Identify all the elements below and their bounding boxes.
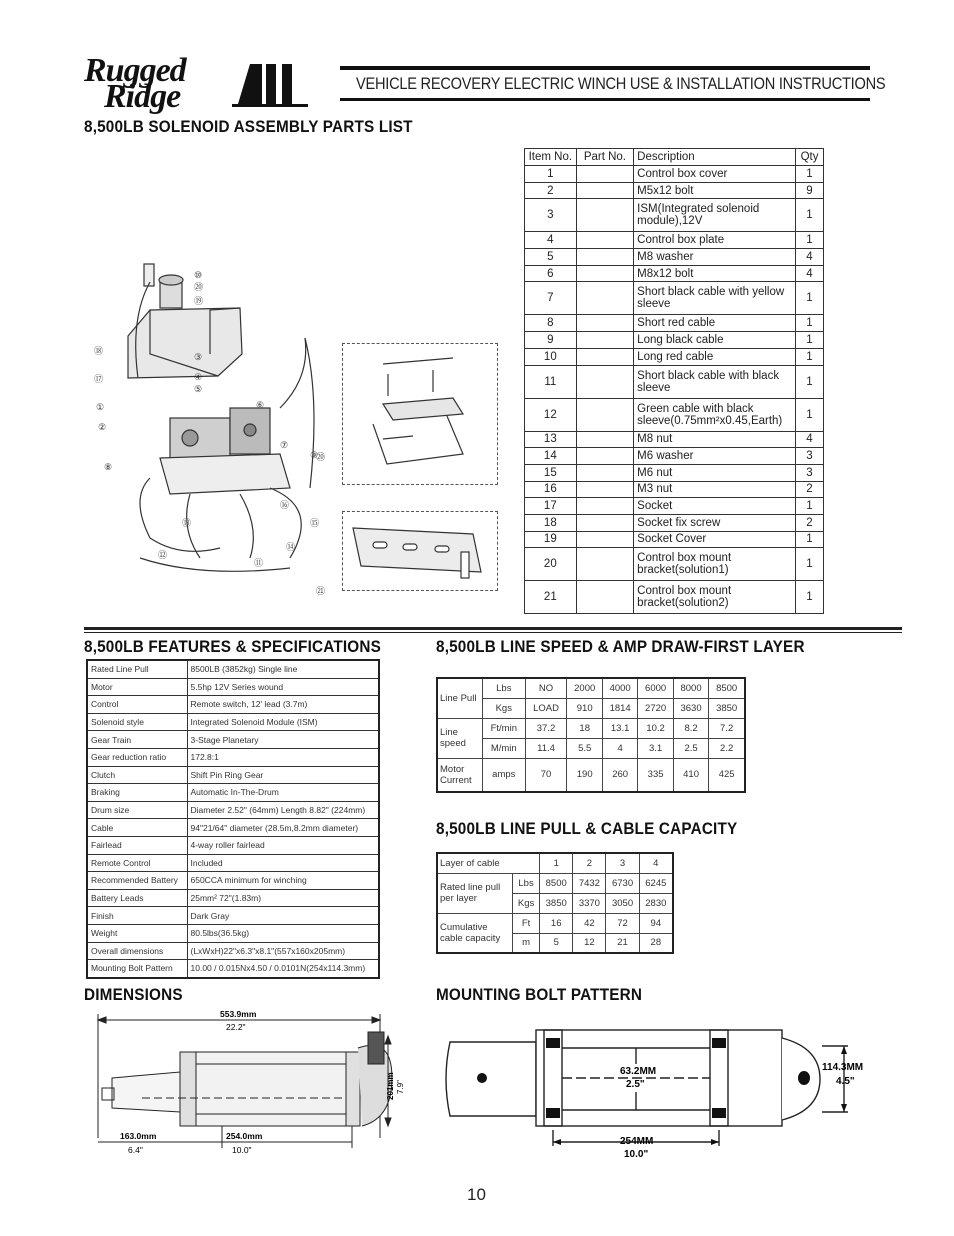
- part-qty: 2: [796, 481, 824, 498]
- speed-unit: Kgs: [483, 698, 526, 718]
- part-item-no: 3: [525, 199, 577, 232]
- speed-value: 190: [567, 758, 602, 792]
- spec-row: [87, 766, 379, 784]
- spec-row: [87, 678, 379, 696]
- callout-12: ⑫: [158, 550, 168, 560]
- dim-mid-mm: 254.0mm: [226, 1131, 263, 1141]
- line-speed-heading: 8,500LB LINE SPEED & AMP DRAW-FIRST LAYER: [436, 637, 805, 656]
- part-item-no: 15: [525, 464, 577, 481]
- speed-value: NO: [525, 678, 567, 698]
- speed-unit: M/min: [483, 738, 526, 758]
- dim-left-in: 6.4": [128, 1145, 143, 1155]
- callout-5: ⑤: [194, 384, 203, 394]
- parts-row: [525, 498, 824, 515]
- part-qty: 1: [796, 166, 824, 183]
- part-number: [576, 182, 634, 199]
- spec-row: [87, 713, 379, 731]
- speed-value: 2.2: [709, 738, 745, 758]
- callout-9: ⑨: [310, 450, 319, 460]
- callout-2: ②: [98, 422, 107, 432]
- col-part-no: Part No.: [576, 149, 634, 166]
- capacity-value: 21: [606, 933, 639, 953]
- part-qty: 1: [796, 498, 824, 515]
- speed-value: 2000: [567, 678, 602, 698]
- part-description: M3 nut: [634, 481, 796, 498]
- mount-inner-mm: 63.2MM: [620, 1066, 657, 1077]
- bracket2-callout: ㉑: [316, 586, 326, 596]
- part-description: Control box cover: [634, 166, 796, 183]
- spec-label: Gear Train: [87, 731, 187, 749]
- speed-value: 1814: [602, 698, 637, 718]
- part-qty: 1: [796, 548, 824, 581]
- capacity-value: 7432: [573, 873, 606, 893]
- speed-group-label: Line Pull: [437, 678, 483, 718]
- speed-value: 70: [525, 758, 567, 792]
- part-item-no: 1: [525, 166, 577, 183]
- speed-group-label: Line speed: [437, 718, 483, 758]
- spec-value: 3-Stage Planetary: [187, 731, 379, 749]
- speed-value: 2.5: [673, 738, 708, 758]
- part-item-no: 7: [525, 282, 577, 315]
- part-number: [576, 498, 634, 515]
- speed-value: 3.1: [638, 738, 673, 758]
- spec-row: [87, 696, 379, 714]
- part-number: [576, 514, 634, 531]
- spec-label: Overall dimensions: [87, 942, 187, 960]
- part-item-no: 17: [525, 498, 577, 515]
- capacity-value: 28: [639, 933, 673, 953]
- speed-group-label: Motor Current: [437, 758, 483, 792]
- part-qty: 1: [796, 531, 824, 548]
- part-item-no: 11: [525, 365, 577, 398]
- spec-label: Weight: [87, 924, 187, 942]
- spec-value: 80.5lbs(36.5kg): [187, 924, 379, 942]
- part-number: [576, 548, 634, 581]
- spec-value: 650CCA minimum for winching: [187, 872, 379, 890]
- speed-value: 6000: [638, 678, 673, 698]
- col-qty: Qty: [796, 149, 824, 166]
- part-description: Socket: [634, 498, 796, 515]
- col-item-no: Item No.: [525, 149, 577, 166]
- parts-row: [525, 166, 824, 183]
- part-description: M5x12 bolt: [634, 182, 796, 199]
- spec-label: Recommended Battery: [87, 872, 187, 890]
- callout-15: ⑮: [310, 518, 320, 528]
- capacity-value: 6730: [606, 873, 639, 893]
- dimensions-heading: DIMENSIONS: [84, 985, 183, 1004]
- spec-value: 172.8:1: [187, 748, 379, 766]
- brand-line1: Rugged: [84, 52, 186, 89]
- part-description: M6 nut: [634, 464, 796, 481]
- spec-value: Automatic In-The-Drum: [187, 784, 379, 802]
- dimensions-drawing: [92, 1008, 412, 1158]
- parts-row: [525, 431, 824, 448]
- capacity-unit: Kgs: [513, 893, 540, 913]
- spec-row: [87, 660, 379, 678]
- dim-overall-mm: 553.9mm: [220, 1009, 257, 1019]
- cable-capacity-heading: 8,500LB LINE PULL & CABLE CAPACITY: [436, 819, 738, 838]
- capacity-row: [437, 913, 673, 933]
- capacity-layer: 4: [639, 853, 673, 873]
- speed-value: 8000: [673, 678, 708, 698]
- header-rule-top: [340, 66, 870, 70]
- parts-row: [525, 332, 824, 349]
- speed-row: [437, 758, 745, 792]
- speed-value: 910: [567, 698, 602, 718]
- mount-height-in: 4.5": [836, 1076, 855, 1087]
- callout-17: ⑰: [94, 374, 104, 384]
- spec-value: Included: [187, 854, 379, 872]
- logo-mark-icon: [232, 58, 322, 108]
- part-number: [576, 398, 634, 431]
- spec-row: [87, 942, 379, 960]
- capacity-value: 72: [606, 913, 639, 933]
- capacity-unit: m: [513, 933, 540, 953]
- part-item-no: 8: [525, 315, 577, 332]
- callout-7: ⑦: [280, 440, 289, 450]
- capacity-layer: 2: [573, 853, 606, 873]
- part-number: [576, 249, 634, 266]
- capacity-value: 6245: [639, 873, 673, 893]
- speed-value: 335: [638, 758, 673, 792]
- part-number: [576, 332, 634, 349]
- speed-row: [437, 698, 745, 718]
- part-item-no: 20: [525, 548, 577, 581]
- speed-row: [437, 718, 745, 738]
- spec-row: [87, 924, 379, 942]
- callout-8: ⑧: [104, 462, 113, 472]
- speed-row: [437, 738, 745, 758]
- part-qty: 1: [796, 199, 824, 232]
- parts-row: [525, 448, 824, 465]
- capacity-layer-row: [437, 853, 673, 873]
- dim-height-in: 7.9": [396, 1080, 405, 1094]
- part-item-no: 21: [525, 581, 577, 614]
- speed-value: 3630: [673, 698, 708, 718]
- part-description: Short black cable with yellow sleeve: [634, 282, 796, 315]
- parts-row: [525, 232, 824, 249]
- parts-row: [525, 581, 824, 614]
- spec-value: Integrated Solenoid Module (ISM): [187, 713, 379, 731]
- speed-unit: Ft/min: [483, 718, 526, 738]
- callout-19: ⑲: [194, 296, 204, 306]
- capacity-group-label: Cumulative cable capacity: [437, 913, 513, 953]
- spec-row: [87, 748, 379, 766]
- speed-unit: amps: [483, 758, 526, 792]
- bracket1-callout: ⑳: [316, 452, 326, 462]
- mounting-heading: MOUNTING BOLT PATTERN: [436, 985, 643, 1004]
- features-table: [86, 659, 380, 979]
- part-qty: 1: [796, 282, 824, 315]
- part-number: [576, 232, 634, 249]
- part-qty: 3: [796, 464, 824, 481]
- capacity-unit: Lbs: [513, 873, 540, 893]
- callout-4: ④: [194, 372, 203, 382]
- part-description: Long red cable: [634, 348, 796, 365]
- part-qty: 1: [796, 581, 824, 614]
- spec-label: Solenoid style: [87, 713, 187, 731]
- part-item-no: 9: [525, 332, 577, 349]
- brand-line2: Ridge: [104, 78, 181, 115]
- part-item-no: 2: [525, 182, 577, 199]
- speed-value: 2720: [638, 698, 673, 718]
- speed-value: 8.2: [673, 718, 708, 738]
- spec-row: [87, 907, 379, 925]
- part-number: [576, 431, 634, 448]
- parts-row: [525, 199, 824, 232]
- spec-row: [87, 854, 379, 872]
- spec-row: [87, 889, 379, 907]
- part-description: M8x12 bolt: [634, 265, 796, 282]
- part-qty: 4: [796, 265, 824, 282]
- spec-label: Control: [87, 696, 187, 714]
- spec-value: 94"21/64" diameter (28.5m,8.2mm diameter): [187, 819, 379, 837]
- spec-label: Remote Control: [87, 854, 187, 872]
- dim-height-mm: 201mm: [386, 1072, 395, 1100]
- spec-label: Braking: [87, 784, 187, 802]
- part-item-no: 5: [525, 249, 577, 266]
- part-description: M6 washer: [634, 448, 796, 465]
- part-qty: 9: [796, 182, 824, 199]
- callout-18: ⑱: [94, 346, 104, 356]
- part-item-no: 12: [525, 398, 577, 431]
- part-description: Control box mount bracket(solution1): [634, 548, 796, 581]
- spec-label: Drum size: [87, 801, 187, 819]
- spec-label: Gear reduction ratio: [87, 748, 187, 766]
- callout-20: ⑳: [194, 282, 204, 292]
- spec-label: Mounting Bolt Pattern: [87, 960, 187, 978]
- cable-capacity-table: [436, 852, 674, 954]
- spec-row: [87, 960, 379, 978]
- speed-value: 5.5: [567, 738, 602, 758]
- part-item-no: 13: [525, 431, 577, 448]
- section-divider-thin: [84, 632, 902, 633]
- parts-row: [525, 249, 824, 266]
- part-description: ISM(Integrated solenoid module),12V: [634, 199, 796, 232]
- callout-14: ⑭: [286, 542, 296, 552]
- mount-width-mm: 254MM: [620, 1136, 654, 1147]
- brand-logo: [84, 52, 324, 115]
- part-qty: 2: [796, 514, 824, 531]
- capacity-value: 94: [639, 913, 673, 933]
- bracket-solution2-diagram: [343, 512, 497, 590]
- part-qty: 4: [796, 249, 824, 266]
- part-qty: 1: [796, 315, 824, 332]
- spec-label: Rated Line Pull: [87, 660, 187, 678]
- spec-row: [87, 801, 379, 819]
- spec-value: (LxWxH)22"x6.3"x8.1"(557x160x205mm): [187, 942, 379, 960]
- part-qty: 1: [796, 332, 824, 349]
- part-item-no: 18: [525, 514, 577, 531]
- part-description: Control box plate: [634, 232, 796, 249]
- capacity-group-label: Rated line pull per layer: [437, 873, 513, 913]
- part-description: Short red cable: [634, 315, 796, 332]
- part-number: [576, 365, 634, 398]
- capacity-value: 16: [540, 913, 573, 933]
- callout-10: ⑩: [194, 270, 203, 280]
- speed-value: 11.4: [525, 738, 567, 758]
- spec-value: Shift Pin Ring Gear: [187, 766, 379, 784]
- part-number: [576, 265, 634, 282]
- callout-3: ③: [194, 352, 203, 362]
- parts-row: [525, 514, 824, 531]
- spec-label: Motor: [87, 678, 187, 696]
- capacity-layer: 1: [540, 853, 573, 873]
- speed-unit: Lbs: [483, 678, 526, 698]
- speed-value: 13.1: [602, 718, 637, 738]
- part-qty: 1: [796, 365, 824, 398]
- speed-value: 410: [673, 758, 708, 792]
- speed-value: 3850: [709, 698, 745, 718]
- parts-row: [525, 365, 824, 398]
- speed-value: 10.2: [638, 718, 673, 738]
- part-description: Control box mount bracket(solution2): [634, 581, 796, 614]
- speed-value: 37.2: [525, 718, 567, 738]
- capacity-layer-label: Layer of cable: [437, 853, 540, 873]
- document-title: VEHICLE RECOVERY ELECTRIC WINCH USE & INSTALLATION INSTRUCTIONS: [356, 74, 886, 93]
- parts-row: [525, 464, 824, 481]
- part-qty: 4: [796, 431, 824, 448]
- parts-list-table: [524, 148, 824, 614]
- capacity-value: 42: [573, 913, 606, 933]
- parts-row: [525, 182, 824, 199]
- speed-value: 8500: [709, 678, 745, 698]
- capacity-value: 5: [540, 933, 573, 953]
- bracket-solution1-frame: [342, 343, 498, 485]
- part-number: [576, 315, 634, 332]
- features-heading: 8,500LB FEATURES & SPECIFICATIONS: [84, 637, 381, 656]
- speed-value: 18: [567, 718, 602, 738]
- mounting-bolt-drawing: [440, 1020, 880, 1165]
- part-number: [576, 531, 634, 548]
- part-item-no: 19: [525, 531, 577, 548]
- mount-inner-in: 2.5": [626, 1079, 645, 1090]
- spec-value: 10.00 / 0.015Nx4.50 / 0.0101N(254x114.3mm): [187, 960, 379, 978]
- part-item-no: 10: [525, 348, 577, 365]
- capacity-layer: 3: [606, 853, 639, 873]
- callout-11: ⑪: [254, 558, 264, 568]
- spec-label: Fairlead: [87, 836, 187, 854]
- speed-value: 260: [602, 758, 637, 792]
- bracket-solution2-frame: [342, 511, 498, 591]
- part-description: M8 nut: [634, 431, 796, 448]
- capacity-value: 3050: [606, 893, 639, 913]
- capacity-unit: Ft: [513, 913, 540, 933]
- spec-row: [87, 731, 379, 749]
- spec-row: [87, 784, 379, 802]
- parts-row: [525, 548, 824, 581]
- part-number: [576, 282, 634, 315]
- part-number: [576, 481, 634, 498]
- part-item-no: 16: [525, 481, 577, 498]
- speed-value: 4: [602, 738, 637, 758]
- callout-16: ⑯: [280, 500, 290, 510]
- part-number: [576, 199, 634, 232]
- page-number: 10: [467, 1185, 486, 1204]
- part-item-no: 6: [525, 265, 577, 282]
- capacity-value: 2830: [639, 893, 673, 913]
- parts-row: [525, 282, 824, 315]
- part-description: M8 washer: [634, 249, 796, 266]
- spec-label: Finish: [87, 907, 187, 925]
- parts-list-heading: 8,500LB SOLENOID ASSEMBLY PARTS LIST: [84, 117, 413, 136]
- header-rule-bottom: [340, 98, 870, 101]
- parts-row: [525, 315, 824, 332]
- spec-value: 8500LB (3852kg) Single line: [187, 660, 379, 678]
- part-number: [576, 464, 634, 481]
- spec-value: 5.5hp 12V Series wound: [187, 678, 379, 696]
- spec-label: Battery Leads: [87, 889, 187, 907]
- spec-value: Remote switch, 12' lead (3.7m): [187, 696, 379, 714]
- parts-row: [525, 348, 824, 365]
- callout-13: ⑬: [182, 518, 192, 528]
- speed-value: 4000: [602, 678, 637, 698]
- line-speed-table: [436, 677, 746, 793]
- spec-value: 25mm² 72"(1.83m): [187, 889, 379, 907]
- part-number: [576, 348, 634, 365]
- part-description: Socket Cover: [634, 531, 796, 548]
- spec-value: 4-way roller fairlead: [187, 836, 379, 854]
- parts-row: [525, 481, 824, 498]
- callout-6: ⑥: [256, 400, 265, 410]
- speed-value: 7.2: [709, 718, 745, 738]
- capacity-row: [437, 873, 673, 893]
- part-number: [576, 448, 634, 465]
- part-description: Socket fix screw: [634, 514, 796, 531]
- part-qty: 3: [796, 448, 824, 465]
- spec-label: Cable: [87, 819, 187, 837]
- col-description: Description: [634, 149, 796, 166]
- part-qty: 1: [796, 232, 824, 249]
- part-number: [576, 166, 634, 183]
- parts-header-row: [525, 149, 824, 166]
- part-description: Green cable with black sleeve(0.75mm²x0.45,Earth): [634, 398, 796, 431]
- part-description: Short black cable with black sleeve: [634, 365, 796, 398]
- part-qty: 1: [796, 348, 824, 365]
- part-item-no: 14: [525, 448, 577, 465]
- bracket-solution1-diagram: [343, 344, 497, 484]
- parts-row: [525, 398, 824, 431]
- part-description: Long black cable: [634, 332, 796, 349]
- spec-row: [87, 819, 379, 837]
- parts-row: [525, 265, 824, 282]
- parts-row: [525, 531, 824, 548]
- capacity-value: 12: [573, 933, 606, 953]
- spec-value: Diameter 2.52" (64mm) Length 8.82" (224mm): [187, 801, 379, 819]
- capacity-value: 3850: [540, 893, 573, 913]
- spec-label: Clutch: [87, 766, 187, 784]
- speed-value: LOAD: [525, 698, 567, 718]
- dim-left-mm: 163.0mm: [120, 1131, 157, 1141]
- callout-1: ①: [96, 402, 105, 412]
- spec-row: [87, 872, 379, 890]
- spec-row: [87, 836, 379, 854]
- speed-value: 425: [709, 758, 745, 792]
- dim-overall-in: 22.2": [226, 1022, 246, 1032]
- part-number: [576, 581, 634, 614]
- spec-value: Dark Gray: [187, 907, 379, 925]
- dim-mid-in: 10.0": [232, 1145, 252, 1155]
- section-divider: [84, 627, 902, 630]
- mount-width-in: 10.0": [624, 1149, 649, 1160]
- capacity-value: 3370: [573, 893, 606, 913]
- mount-height-mm: 114.3MM: [822, 1062, 864, 1073]
- speed-row: [437, 678, 745, 698]
- part-item-no: 4: [525, 232, 577, 249]
- part-qty: 1: [796, 398, 824, 431]
- capacity-value: 8500: [540, 873, 573, 893]
